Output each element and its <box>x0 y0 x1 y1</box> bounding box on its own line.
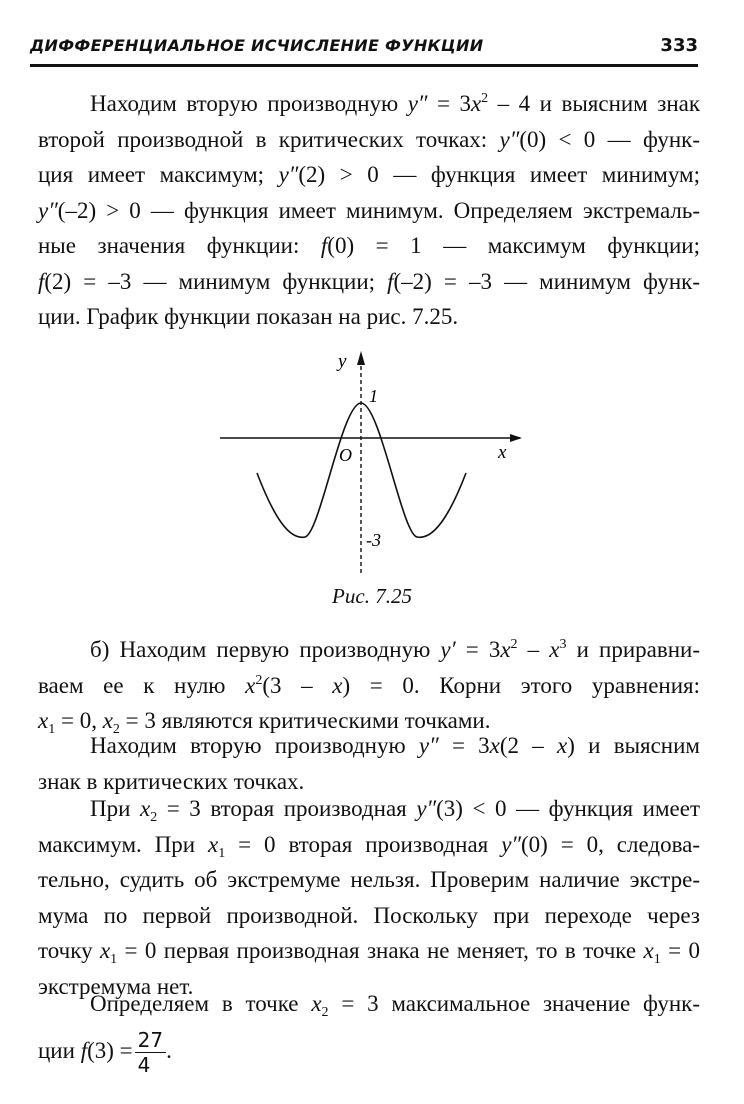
y-axis-arrow <box>357 351 365 365</box>
text-line: f(2) = –3 — минимум функции; f(–2) = –3 — минимум функ- <box>38 268 700 294</box>
minimum-value-label: -3 <box>366 530 381 550</box>
origin-label: O <box>339 445 352 465</box>
y-axis-label: y <box>338 351 347 372</box>
text-line: максимум. При $x_1 = 0$ вторая производная y″(0) = 0, следова- <box>38 831 700 861</box>
page-header <box>30 34 698 67</box>
paragraph-critical-points <box>38 791 700 1004</box>
text-line: y″(–2) > 0 — функция имеет минимум. Определяем экстремаль- <box>38 197 700 223</box>
text-line: Находим вторую производную y″ = 3x(2 – x) и выясним <box>90 733 700 758</box>
text-line: ция имеет максимум; y″(2) > 0 — функция имеет минимум; <box>38 162 700 187</box>
text-line: Находим вторую производную $y'' = 3x^2 - 4$ и выясним знак <box>90 91 701 116</box>
paragraph-second-derivative-b <box>38 728 700 799</box>
figure-caption: Рис. 7.25 <box>332 584 412 608</box>
running-title: ДИФФЕРЕНЦИАЛЬНОЕ ИСЧИСЛЕНИЕ ФУНКЦИИ <box>30 36 484 55</box>
text-line: тельно, судить об экстремуме нельзя. Проверим наличие экстре- <box>38 867 700 892</box>
text-line: мума по первой производной. Поскольку при переходе через <box>38 902 700 928</box>
text-line: $x_1 = 0$, $x_2 = 3$ являются критическими точками. <box>38 708 491 737</box>
text-line: экстремума нет. <box>38 973 194 999</box>
page-number: 333 <box>660 35 698 56</box>
fraction: $\frac{27}{4}$ <box>135 1028 166 1077</box>
text-line: ваем ее к нулю $x^2(3 - x) = 0$. Корни этого уравнения: <box>38 672 701 698</box>
text-line: точку $x_1 = 0$ первая производная знака не меняет, то в точке $x_1 = 0$ <box>38 938 700 967</box>
x-axis-label: x <box>498 442 507 463</box>
text-line: знак в критических точках. <box>38 768 305 794</box>
paragraph-first-derivative-b <box>38 632 700 739</box>
x-axis-arrow <box>510 434 522 442</box>
text-line: ции. График функции показан на рис. 7.25. <box>38 304 459 329</box>
text-line: ные значения функции: f(0) = 1 — максимум функции; <box>38 233 700 258</box>
paragraph-second-derivative-a <box>38 86 700 335</box>
text-line: второй производной в критических точках: y″(0) < 0 — функ- <box>38 126 700 152</box>
text-line: При $x_2 = 3$ вторая производная y″(3) < 0 — функция имеет <box>90 796 701 825</box>
text-line: б) Находим первую производную $y' = 3x^2 - x^3$ и приравни- <box>90 637 700 662</box>
function-graph-figure <box>220 345 530 575</box>
text-line: Определяем в точке $x_2 = 3$ максимальное значение функ- <box>90 991 700 1020</box>
maximum-value-label: 1 <box>369 386 378 406</box>
text-line: ции f(3) = $\frac{27}{4}$ . <box>38 1027 172 1077</box>
paragraph-maximum-value <box>38 986 700 1077</box>
